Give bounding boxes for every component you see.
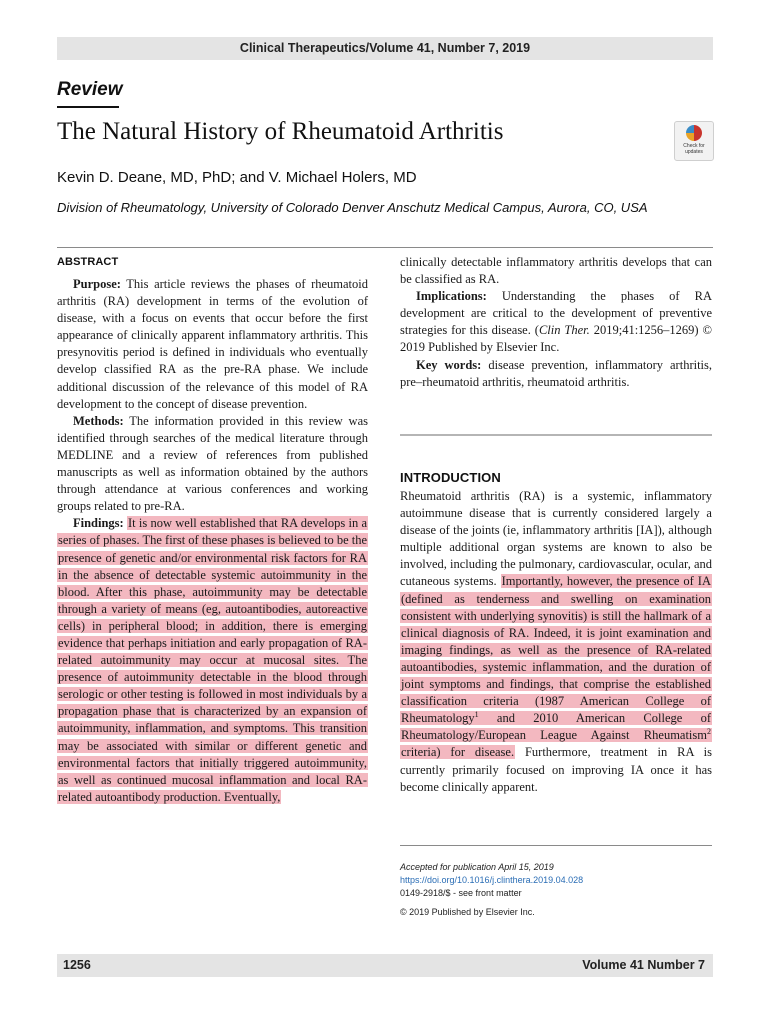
reference-1[interactable]: 1: [474, 710, 479, 720]
methods-label: Methods:: [73, 413, 124, 428]
intro-highlight-part-c: criteria) for disease.: [401, 745, 515, 760]
findings-continuation: clinically detectable inflammatory arthritis develops that can be classified as RA.: [400, 255, 712, 287]
page-footer: [57, 954, 713, 977]
crossmark-icon: [686, 125, 702, 141]
findings-label: Findings:: [73, 516, 124, 531]
abstract-purpose: [57, 276, 368, 413]
keywords-label: Key words:: [416, 357, 482, 372]
implications-text: Understanding the phases of RA development are critical to the development of preventive strategies for this disease.: [400, 289, 712, 338]
intro-text-tail: Furthermore, treatment in RA is currently primarily focused on improving IA once it has become clinically apparent.: [400, 745, 712, 794]
copyright: © 2019 Published by Elsevier Inc.: [400, 907, 535, 917]
abstract-keywords: [400, 357, 712, 391]
doi-link[interactable]: https://doi.org/10.1016/j.clinthera.2019.04.028: [400, 875, 584, 885]
issn: 0149-2918/$ - see front matter: [400, 888, 522, 898]
implications-label: Implications:: [416, 289, 487, 304]
introduction-paragraph: [400, 488, 712, 796]
authors: Kevin D. Deane, MD, PhD; and V. Michael Holers, MD: [57, 169, 417, 186]
article-footnote: [400, 861, 710, 919]
footnote-divider: [400, 845, 712, 846]
volume-info: Volume 41 Number 7: [582, 958, 705, 972]
abstract-implications: Implications: Understanding the phases of RA development are critical to the development of preventive strategies for this disease. (Clin Ther. 2019;41:1256–1269) © 2019 Published by Elsevier Inc.: [400, 289, 713, 355]
purpose-text: This article reviews the phases of rheumatoid arthritis (RA) development in terms of the evolution of disease, with a focus on events that occur before the first appearance of clinically apparent inflammatory arthritis. This presynovitis period is defined in individuals who eventually develop classified RA as the pre-RA phase. We include additional discussion of the relevance of this model of RA development to the concept of disease prevention.: [57, 277, 368, 411]
section-label: Review: [57, 79, 123, 100]
intro-highlight-part-b: and 2010 American College of Rheumatology/European League Against Rheumatism: [401, 711, 711, 743]
abstract-right-column: [400, 254, 712, 391]
crossmark-label: Check for updates: [683, 143, 705, 155]
intro-highlight-part-a: Importantly, however, the presence of IA (defined as tenderness and swelling on examination consistent with underlying synovitis) is still the hallmark of a clinical diagnosis of RA. Indeed, it is joint examination and imaging findings, as well as the presence of RA-related autoantibodies, systemic inflammation, and the duration of joint symptoms and findings, that comprise the established classification criteria (1987 American College of Rheumatology: [401, 574, 711, 726]
accepted-date: Accepted for publication April 15, 2019: [400, 862, 554, 872]
keywords-text: disease prevention, inflammatory arthritis, pre–rheumatoid arthritis, rheumatoid arthritis.: [400, 357, 713, 389]
reference-2[interactable]: 2: [707, 727, 711, 737]
abstract-findings: [57, 515, 368, 806]
introduction-body: [400, 488, 712, 796]
affiliation: Division of Rheumatology, University of Colorado Denver Anschutz Medical Campus, Aurora, CO, USA: [57, 200, 648, 215]
divider-top: [57, 247, 713, 248]
article-title: The Natural History of Rheumatoid Arthritis: [57, 118, 504, 145]
intro-text-plain: Rheumatoid arthritis (RA) is a systemic, inflammatory autoimmune disease that is currently considered largely a disease of the joints (ie, inflammatory arthritis [IA]), although multiple additional organ systems are known to also be involved, including the pulmonary, cardiovascular, ocular, and cutaneous systems.: [400, 489, 712, 589]
introduction-heading: INTRODUCTION: [400, 470, 501, 485]
check-for-updates-badge[interactable]: [674, 121, 714, 161]
abstract-left-column: [57, 276, 368, 806]
citation-details: 2019;41:1256–1269) © 2019 Published by Elsevier Inc.: [400, 323, 713, 355]
abstract-end-divider: [400, 434, 712, 436]
section-underline: [57, 106, 119, 108]
journal-header: Clinical Therapeutics/Volume 41, Number 7, 2019: [57, 37, 713, 60]
abstract-methods: [57, 413, 368, 516]
citation-journal: Clin Ther.: [538, 323, 590, 338]
purpose-label: Purpose:: [73, 277, 121, 291]
intro-text-highlighted: [400, 574, 712, 759]
page-number: 1256: [63, 958, 91, 972]
abstract-heading: ABSTRACT: [57, 256, 119, 268]
findings-text-highlighted: It is now well established that RA develops in a series of phases. The first of these phases is believed to be the presence of genetic and/or environmental risk factors for RA in the absence of detectable systemic autoimmunity in the blood. After this phase, autoimmunity may be detectable through a variety of means (eg, autoantibodies, autoreactive cells) in peripheral blood; in addition, there is emerging evidence that perhaps initiation and early propagation of RA-related autoimmunity may occur at mucosal sites. The presence of autoimmunity detectable in the blood through serologic or other testing is followed in most individuals by a propagation phase that is characterized by an expansion of autoimmunity, inflammation, and symptoms. This transition may be associated with similar or different genetic and environmental factors that initially triggered autoimmunity, as well as continued mucosal inflammation and local RA-related autoantibody production. Eventually,: [58, 516, 368, 804]
methods-text: The information provided in this review was identified through searches of the medical literature through MEDLINE and a review of references from published manuscripts as well as information obtained by the authors through attendance at various conferences and working groups related to pre-RA.: [57, 413, 368, 514]
